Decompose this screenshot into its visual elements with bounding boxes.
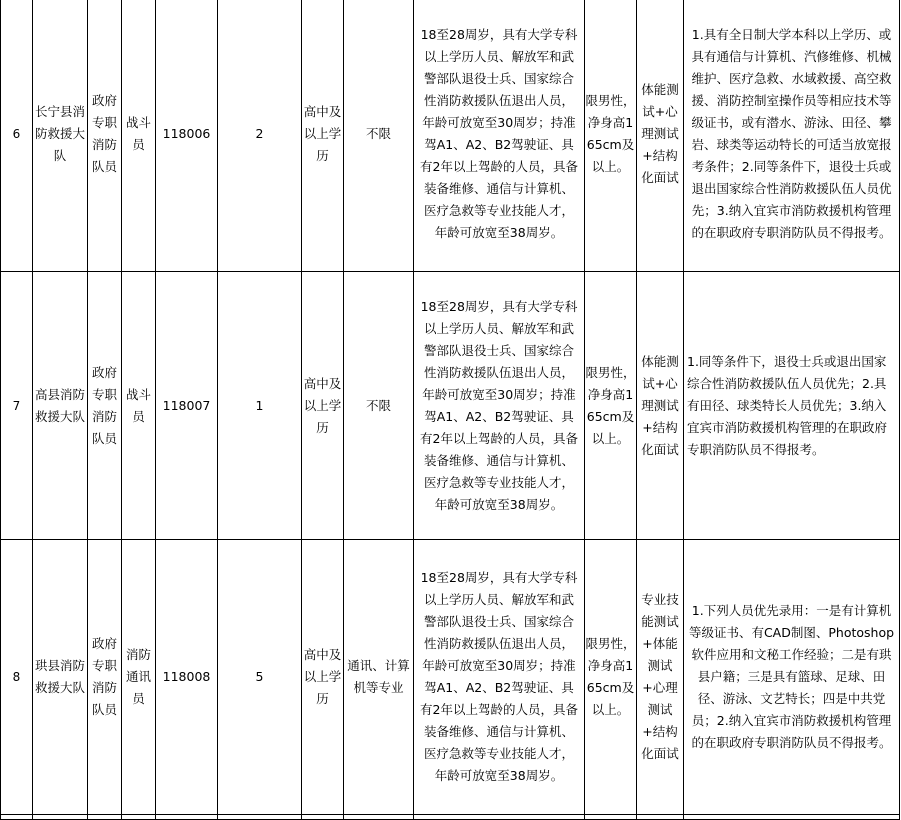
physical-requirement: 限男性，净身高165cm及以上。	[585, 0, 637, 272]
table-row	[1, 540, 900, 815]
position-name: 战斗员	[122, 0, 156, 272]
age-requirement: 18至28周岁，具有大学专科以上学历人员、解放军和武警部队退役士兵、国家综合性消防救援队伍退出人员，年龄可放宽至30周岁；持准驾A1、A2、B2驾驶证、具有2年以上驾龄的人员，具备装备维修、通信与计算机、医疗急救等专业技能人才，年龄可放宽至38周岁。	[414, 272, 585, 540]
exam-method: 体能测试+心理测试+结构化面试	[637, 272, 684, 540]
unit-name: 珙县消防救援大队	[33, 540, 88, 815]
cell	[218, 815, 302, 820]
row-number: 6	[1, 0, 33, 272]
headcount: 2	[218, 0, 302, 272]
age-requirement: 18至28周岁，具有大学专科以上学历人员、解放军和武警部队退役士兵、国家综合性消防救援队伍退出人员，年龄可放宽至30周岁；持准驾A1、A2、B2驾驶证、具有2年以上驾龄的人员，具备装备维修、通信与计算机、医疗急救等专业技能人才，年龄可放宽至38周岁。	[414, 540, 585, 815]
table-row-partial	[1, 815, 900, 820]
unit-name: 长宁县消防救援大队	[33, 0, 88, 272]
physical-requirement: 限男性，净身高165cm及以上。	[585, 540, 637, 815]
cell	[88, 815, 122, 820]
major-requirement: 不限	[344, 272, 414, 540]
physical-requirement: 限男性，净身高165cm及以上。	[585, 272, 637, 540]
cell	[585, 815, 637, 820]
age-requirement: 18至28周岁，具有大学专科以上学历人员、解放军和武警部队退役士兵、国家综合性消防救援队伍退出人员，年龄可放宽至30周岁；持准驾A1、A2、B2驾驶证、具有2年以上驾龄的人员，具备装备维修、通信与计算机、医疗急救等专业技能人才，年龄可放宽至38周岁。	[414, 0, 585, 272]
cell	[1, 815, 33, 820]
cell	[156, 815, 218, 820]
headcount: 1	[218, 272, 302, 540]
cell	[414, 815, 585, 820]
position-code: 118008	[156, 540, 218, 815]
cell	[302, 815, 344, 820]
staff-category: 政府专职消防队员	[88, 0, 122, 272]
notes: 1.同等条件下，退役士兵或退出国家综合性消防救援队伍人员优先；2.具有田径、球类特长人员优先；3.纳入宜宾市消防救援机构管理的在职政府专职消防队员不得报考。	[684, 272, 900, 540]
major-requirement: 不限	[344, 0, 414, 272]
cell	[637, 815, 684, 820]
notes: 1.具有全日制大学本科以上学历、或具有通信与计算机、汽修维修、机械维护、医疗急救、水域救援、高空救援、消防控制室操作员等相应技术等级证书，或有潜水、游泳、田径、攀岩、球类等运动特长的可适当放宽报考条件；2.同等条件下，退役士兵或退出国家综合性消防救援队伍人员优先；3.纳入宜宾市消防救援机构管理的在职政府专职消防队员不得报考。	[684, 0, 900, 272]
table-row	[1, 0, 900, 272]
position-name: 消防通讯员	[122, 540, 156, 815]
row-number: 7	[1, 272, 33, 540]
unit-name: 高县消防救援大队	[33, 272, 88, 540]
cell	[33, 815, 88, 820]
education-requirement: 高中及以上学历	[302, 272, 344, 540]
education-requirement: 高中及以上学历	[302, 0, 344, 272]
major-requirement: 通讯、计算机等专业	[344, 540, 414, 815]
table-row	[1, 272, 900, 540]
exam-method: 专业技能测试+体能测试+心理测试+结构化面试	[637, 540, 684, 815]
exam-method: 体能测试+心理测试+结构化面试	[637, 0, 684, 272]
position-code: 118007	[156, 272, 218, 540]
cell	[122, 815, 156, 820]
staff-category: 政府专职消防队员	[88, 272, 122, 540]
staff-category: 政府专职消防队员	[88, 540, 122, 815]
notes: 1.下列人员优先录用：一是有计算机等级证书、有CAD制图、Photoshop软件应用和文秘工作经验；二是有珙县户籍；三是具有篮球、足球、田径、游泳、文艺特长；四是中共党员；2.纳入宜宾市消防救援机构管理的在职政府专职消防队员不得报考。	[684, 540, 900, 815]
cell	[684, 815, 900, 820]
cell	[344, 815, 414, 820]
position-code: 118006	[156, 0, 218, 272]
position-name: 战斗员	[122, 272, 156, 540]
education-requirement: 高中及以上学历	[302, 540, 344, 815]
headcount: 5	[218, 540, 302, 815]
row-number: 8	[1, 540, 33, 815]
